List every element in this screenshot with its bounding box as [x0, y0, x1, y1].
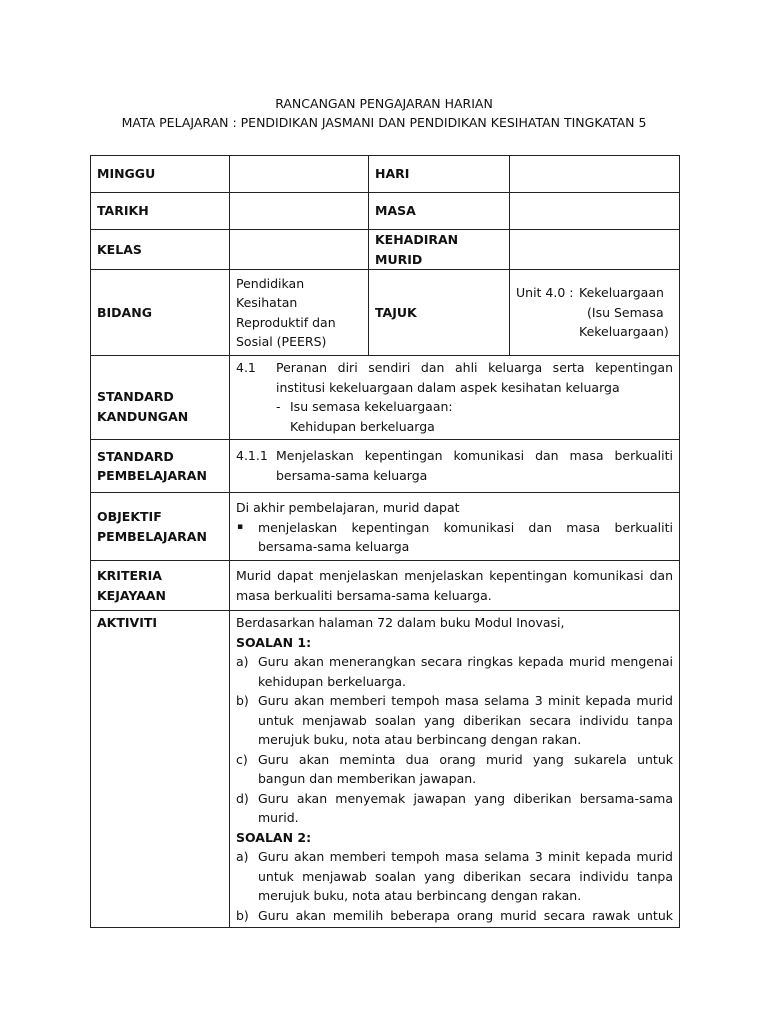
- list-item: [236, 847, 673, 906]
- list-item: [236, 906, 673, 926]
- sk-sub-item: Isu semasa kekeluargaan:: [290, 399, 453, 414]
- item-letter: b): [236, 907, 249, 923]
- masa-value: [510, 193, 680, 230]
- label-line: OBJEKTIF: [97, 509, 162, 524]
- tajuk-label: TAJUK: [369, 270, 510, 356]
- aktiviti-value: [230, 611, 680, 928]
- label-line: KRITERIA: [97, 568, 162, 583]
- objektif-value: [230, 493, 680, 561]
- item-text: Guru akan meminta dua orang murid yang sukarela untuk bangun dan memberikan jawapan.: [258, 751, 673, 786]
- kelas-value: [230, 230, 369, 270]
- document-title: RANCANGAN PENGAJARAN HARIAN: [275, 96, 493, 111]
- item-text: Guru akan menerangkan secara ringkas kepada murid mengenai kehidupan berkeluarga.: [258, 654, 673, 689]
- objektif-item: menjelaskan kepentingan komunikasi dan masa berkualiti bersama-sama keluarga: [258, 519, 673, 554]
- list-item: [236, 691, 673, 750]
- sp-text: Menjelaskan kepentingan komunikasi dan masa berkualiti bersama-sama keluarga: [276, 448, 673, 483]
- lesson-plan-table: [90, 155, 680, 928]
- sk-sub-item-2: Kehidupan berkeluarga: [290, 418, 435, 434]
- sp-number: 4.1.1: [236, 448, 268, 463]
- subject-title: MATA PELAJARAN : PENDIDIKAN JASMANI DAN PENDIDIKAN KESIHATAN TINGKATAN 5: [121, 115, 647, 130]
- item-letter: a): [236, 654, 249, 669]
- label-line: STANDARD: [97, 448, 174, 464]
- hari-label: HARI: [369, 156, 510, 193]
- aktiviti-label: AKTIVITI: [91, 611, 230, 928]
- kriteria-value: [230, 561, 680, 611]
- kehadiran-value: [510, 230, 680, 270]
- kriteria-text: Murid dapat menjelaskan menjelaskan kepentingan komunikasi dan masa berkualiti bersama-sama keluarga.: [236, 568, 673, 603]
- sk-number: 4.1: [236, 360, 256, 375]
- hari-value: [510, 156, 680, 193]
- standard-kandungan-label: [91, 356, 230, 440]
- objektif-label: [91, 493, 230, 561]
- item-letter: b): [236, 693, 249, 708]
- dash-marker: -: [276, 399, 281, 414]
- bidang-line: Pendidikan: [236, 275, 305, 291]
- masa-label: MASA: [369, 193, 510, 230]
- tarikh-label: TARIKH: [91, 193, 230, 230]
- tajuk-unit: Unit 4.0 :: [516, 285, 574, 300]
- item-letter: c): [236, 751, 248, 767]
- row-tarikh-masa: [91, 193, 680, 230]
- item-text: Guru akan memilih beberapa orang murid secara rawak untuk: [258, 907, 673, 923]
- item-text: Guru akan memberi tempoh masa selama 3 minit kepada murid untuk menjawab soalan yang diberikan secara individu tanpa merujuk buku, nota atau berbincang dengan rakan.: [258, 693, 673, 747]
- row-minggu-hari: [91, 156, 680, 193]
- kriteria-label: [91, 561, 230, 611]
- tajuk-line: Kekeluargaan): [579, 324, 669, 339]
- aktiviti-intro: Berdasarkan halaman 72 dalam buku Modul Inovasi,: [236, 615, 565, 630]
- row-standard-kandungan: [91, 356, 680, 440]
- row-objektif: [91, 493, 680, 561]
- row-aktiviti: [91, 611, 680, 928]
- tajuk-line: (Isu Semasa: [587, 304, 664, 320]
- list-item: [236, 789, 673, 828]
- label-line: STANDARD: [97, 389, 174, 404]
- bullet-icon: ▪: [237, 521, 244, 532]
- kelas-label: KELAS: [91, 230, 230, 270]
- label-line: PEMBELAJARAN: [97, 528, 207, 544]
- standard-kandungan-value: [230, 356, 680, 440]
- item-text: Guru akan memberi tempoh masa selama 3 minit kepada murid untuk menjawab soalan yang diberikan secara individu tanpa merujuk buku, nota atau berbincang dengan rakan.: [258, 849, 673, 903]
- tajuk-line: Kekeluargaan: [579, 285, 664, 300]
- bidang-line: Kesihatan: [236, 295, 298, 310]
- item-text: Guru akan menyemak jawapan yang diberikan bersama-sama murid.: [258, 790, 673, 825]
- standard-pembelajaran-label: [91, 440, 230, 493]
- tajuk-value: [510, 270, 680, 356]
- label-line: KEJAYAAN: [97, 587, 167, 603]
- soalan-1-title: SOALAN 1:: [236, 634, 312, 650]
- kehadiran-label: KEHADIRAN MURID: [369, 230, 510, 270]
- label-line: KANDUNGAN: [97, 408, 189, 424]
- document-header: [0, 94, 768, 132]
- bidang-value: [230, 270, 369, 356]
- sk-text: Peranan diri sendiri dan ahli keluarga serta kepentingan institusi kekeluargaan dalam aspek kesihatan keluarga: [276, 360, 673, 395]
- row-kriteria: [91, 561, 680, 611]
- standard-pembelajaran-value: [230, 440, 680, 493]
- row-standard-pembelajaran: [91, 440, 680, 493]
- list-item: [236, 750, 673, 789]
- label-line: PEMBELAJARAN: [97, 468, 207, 483]
- row-kelas-kehadiran: [91, 230, 680, 270]
- soalan-2-title: SOALAN 2:: [236, 829, 312, 845]
- objektif-intro: Di akhir pembelajaran, murid dapat: [236, 500, 460, 515]
- bidang-label: BIDANG: [91, 270, 230, 356]
- item-letter: d): [236, 790, 249, 806]
- bidang-line: Reproduktif dan: [236, 314, 336, 330]
- minggu-value: [230, 156, 369, 193]
- tarikh-value: [230, 193, 369, 230]
- row-bidang-tajuk: [91, 270, 680, 356]
- bidang-line: Sosial (PEERS): [236, 334, 327, 349]
- minggu-label: MINGGU: [91, 156, 230, 193]
- list-item: [236, 652, 673, 691]
- item-letter: a): [236, 849, 249, 864]
